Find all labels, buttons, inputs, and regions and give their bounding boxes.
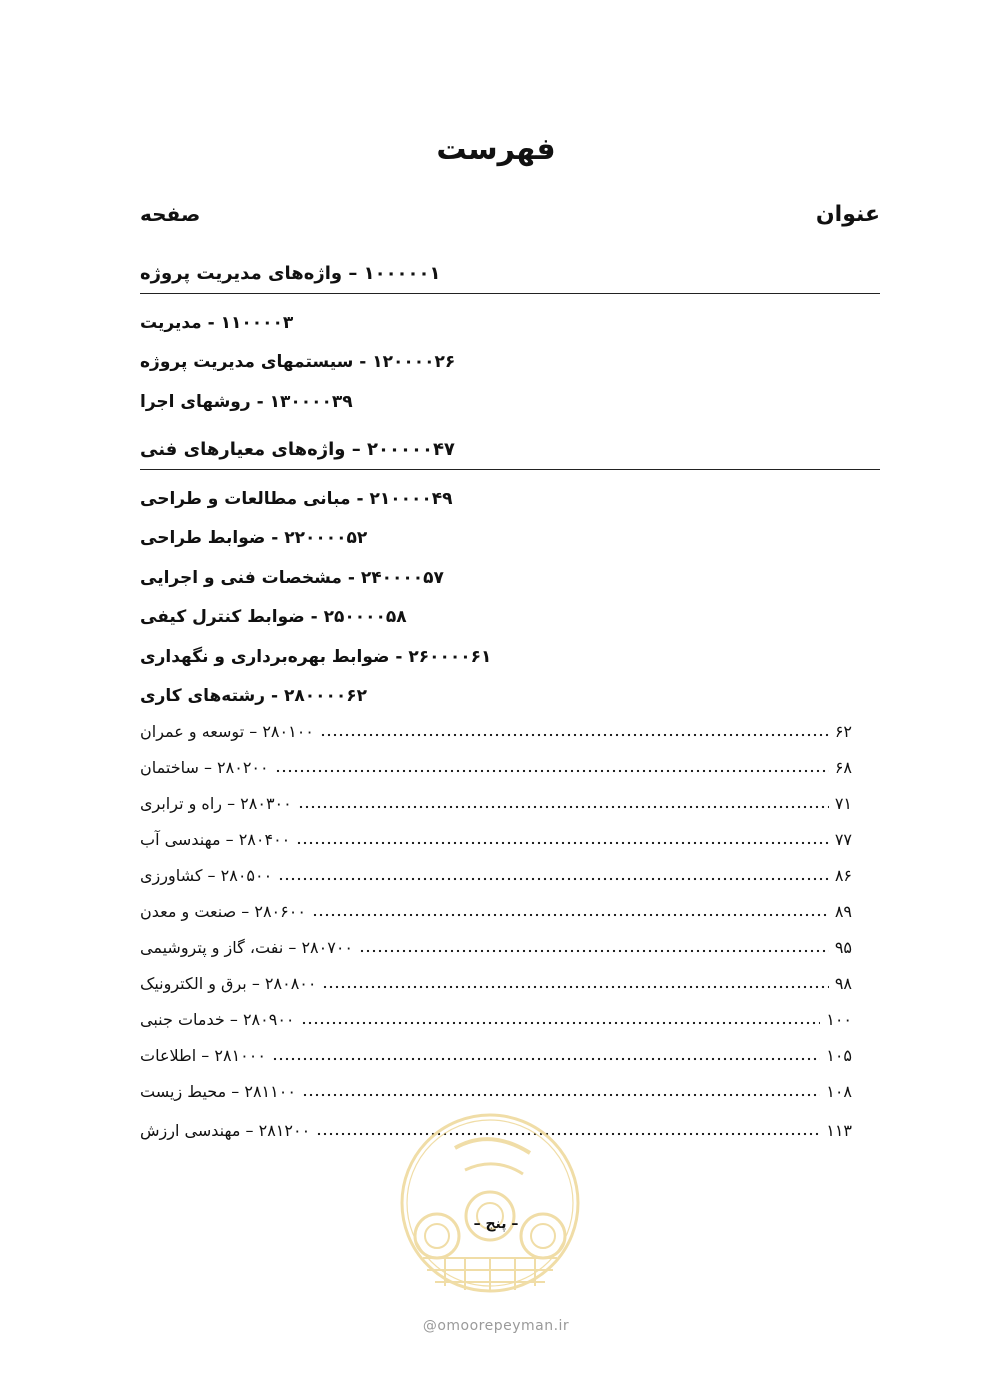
toc-section[interactable] xyxy=(140,432,880,466)
page-title: فهرست xyxy=(436,132,556,167)
toc-subentry[interactable] xyxy=(140,968,852,998)
toc-entry-label: ۲۵۰۰۰۰ - ضوابط کنترل کیفی xyxy=(140,607,386,627)
toc-subentry[interactable] xyxy=(140,1076,852,1106)
toc-entry-page: ۳۹ xyxy=(331,392,353,412)
toc-section-label: ۱۰۰۰۰۰ – واژه‌های مدیریت پروژه xyxy=(140,262,430,284)
watermark-stamp-icon xyxy=(395,1108,585,1298)
dot-leader xyxy=(320,730,829,740)
toc-subentry-label: ۲۸۱۰۰۰ – اطلاعات xyxy=(140,1045,266,1065)
toc-subentry-label: ۲۸۰۹۰۰ – خدمات جنبی xyxy=(140,1009,295,1029)
toc-section-page: ۴۷ xyxy=(432,438,455,460)
toc-subentry-label: ۲۸۱۲۰۰ – مهندسی ارزش xyxy=(140,1120,311,1140)
toc-section[interactable] xyxy=(140,256,880,290)
dot-leader xyxy=(322,982,828,992)
toc-subentry-page: ۸۹ xyxy=(834,901,852,921)
dot-leader xyxy=(312,910,829,920)
toc-subentry-page: ۹۸ xyxy=(834,973,852,993)
toc-subentry-page: ۹۵ xyxy=(834,937,852,957)
toc-subentry-page: ۱۱۳ xyxy=(826,1120,852,1140)
toc-subentry-label: ۲۸۰۳۰۰ – راه و ترابری xyxy=(140,793,292,813)
toc-entry-page: ۲۶ xyxy=(434,352,456,372)
page-number-footer: – پنج – xyxy=(473,1216,519,1232)
toc-subentry-page: ۱۰۵ xyxy=(826,1045,852,1065)
toc-subentry-label: ۲۸۰۵۰۰ – کشاورزی xyxy=(140,865,273,885)
website-watermark: @omoorepeyman.ir xyxy=(422,1318,570,1334)
toc-entry-page: ۵۲ xyxy=(346,528,368,548)
toc-entry-page: ۶۱ xyxy=(470,647,492,667)
toc-entry-page: ۶۲ xyxy=(346,686,367,706)
toc-subentry[interactable] xyxy=(140,932,852,962)
dot-leader xyxy=(275,766,829,776)
toc-entry-label: ۲۸۰۰۰۰ - رشته‌های کاری xyxy=(140,686,347,706)
toc-section-label: ۲۰۰۰۰۰ – واژه‌های معیارهای فنی xyxy=(140,438,433,460)
dot-leader xyxy=(359,946,829,956)
dot-leader xyxy=(298,802,829,812)
toc-subentry-page: ۷۱ xyxy=(834,793,852,813)
toc-entry-label: ۲۱۰۰۰۰ - مبانی مطالعات و طراحی xyxy=(140,489,432,509)
toc-subentry-label: ۲۸۰۱۰۰ – توسعه و عمران xyxy=(140,721,314,741)
section-divider xyxy=(140,469,880,470)
toc-subentry-label: ۲۸۰۷۰۰ – نفت، گاز و پتروشیمی xyxy=(140,937,354,957)
toc-subentry[interactable] xyxy=(140,824,852,854)
toc-section-page: ۱ xyxy=(429,262,441,284)
toc-subentry-label: ۲۸۰۴۰۰ – مهندسی آب xyxy=(140,829,291,849)
toc-entry-page: ۵۷ xyxy=(423,568,444,588)
toc-subentry-page: ۶۲ xyxy=(834,721,852,741)
dot-leader xyxy=(278,874,829,884)
toc-subentry-page: ۱۰۸ xyxy=(826,1081,852,1101)
toc-entry[interactable] xyxy=(140,306,880,340)
toc-subentry[interactable] xyxy=(140,788,852,818)
toc-subentry-label: ۲۸۰۶۰۰ – صنعت و معدن xyxy=(140,901,306,921)
toc-entry-page: ۵۸ xyxy=(385,607,407,627)
toc-subentry-page: ۸۶ xyxy=(834,865,852,885)
toc-entry[interactable] xyxy=(140,640,880,674)
toc-entry-page: ۳ xyxy=(282,313,294,333)
toc-entry[interactable] xyxy=(140,482,880,516)
toc-entry-label: ۲۶۰۰۰۰ - ضوابط بهره‌برداری و نگهداری xyxy=(140,647,471,667)
toc-entry[interactable] xyxy=(140,385,880,419)
toc-subentry-page: ۶۸ xyxy=(834,757,852,777)
dot-leader xyxy=(272,1054,820,1064)
toc-entry-label: ۲۲۰۰۰۰ - ضوابط طراحی xyxy=(140,528,347,548)
toc-entry-label: ۱۲۰۰۰۰ - سیستمهای مدیریت پروژه xyxy=(140,352,435,372)
toc-entry[interactable] xyxy=(140,600,880,634)
toc-entry[interactable] xyxy=(140,679,880,713)
toc-subentry[interactable] xyxy=(140,860,852,890)
toc-subentry[interactable] xyxy=(140,752,852,782)
toc-entry-label: ۱۳۰۰۰۰ - روشهای اجرا xyxy=(140,392,332,412)
toc-subentry-page: ۷۷ xyxy=(834,829,852,849)
toc-entry[interactable] xyxy=(140,521,880,555)
toc-subentry[interactable] xyxy=(140,896,852,926)
toc-entry-label: ۱۱۰۰۰۰ - مدیریت xyxy=(140,313,283,333)
toc-entry[interactable] xyxy=(140,345,880,379)
dot-leader xyxy=(296,838,829,848)
toc-subentry-label: ۲۸۰۲۰۰ – ساختمان xyxy=(140,757,269,777)
dot-leader xyxy=(301,1018,821,1028)
title-column-header: عنوان xyxy=(815,202,880,227)
section-divider xyxy=(140,293,880,294)
dot-leader xyxy=(302,1090,820,1100)
toc-subentry-page: ۱۰۰ xyxy=(826,1009,852,1029)
toc-subentry[interactable] xyxy=(140,1040,852,1070)
toc-entry-page: ۴۹ xyxy=(431,489,453,509)
toc-entry-label: ۲۴۰۰۰۰ - مشخصات فنی و اجرایی xyxy=(140,568,424,588)
toc-subentry-label: ۲۸۱۱۰۰ – محیط زیست xyxy=(140,1081,296,1101)
toc-subentry-label: ۲۸۰۸۰۰ – برق و الکترونیک xyxy=(140,973,317,993)
toc-entry[interactable] xyxy=(140,561,880,595)
page-column-header: صفحه xyxy=(140,202,201,226)
toc-subentry[interactable] xyxy=(140,716,852,746)
toc-subentry[interactable] xyxy=(140,1004,852,1034)
